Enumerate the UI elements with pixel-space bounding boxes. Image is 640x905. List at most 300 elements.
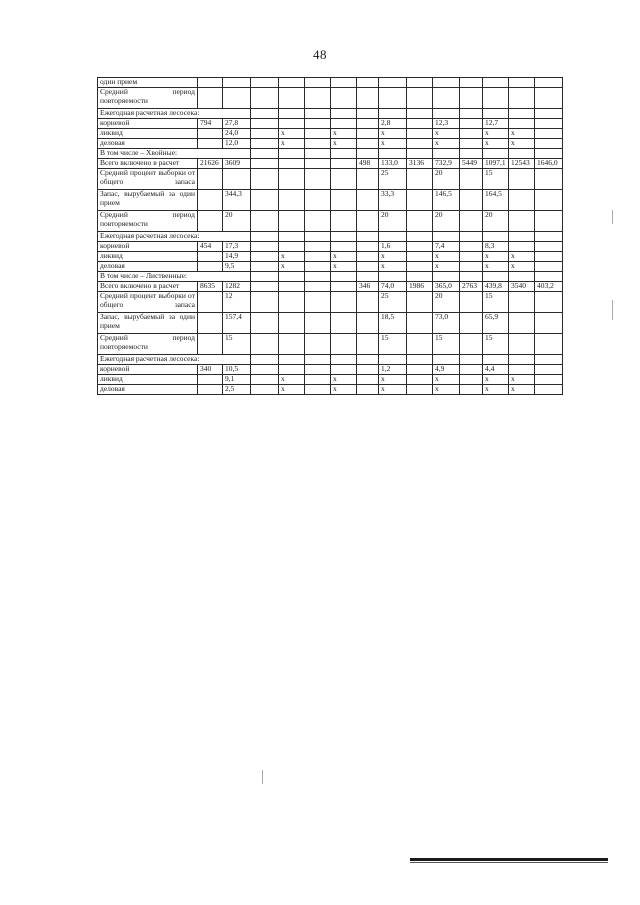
table-cell <box>305 190 331 211</box>
table-cell <box>331 242 357 252</box>
table-cell <box>407 252 433 262</box>
table-cell <box>305 139 331 149</box>
table-cell <box>279 149 305 159</box>
table-cell: 9,5 <box>223 262 251 272</box>
table-cell <box>460 242 483 252</box>
table-cell: x <box>483 262 509 272</box>
table-cell <box>357 139 379 149</box>
table-cell <box>305 78 331 88</box>
table-cell <box>379 109 407 119</box>
table-cell <box>535 365 563 375</box>
table-cell: 12 <box>223 292 251 313</box>
table-cell <box>460 355 483 365</box>
table-cell <box>407 88 433 109</box>
table-cell <box>433 355 460 365</box>
table-cell <box>535 232 563 242</box>
table-cell: 2,8 <box>379 119 407 129</box>
table-row <box>98 78 563 88</box>
table-cell <box>305 385 331 395</box>
table-cell <box>460 139 483 149</box>
table-cell <box>509 149 535 159</box>
table-cell: 8,3 <box>483 242 509 252</box>
table-cell: x <box>379 129 407 139</box>
table-cell <box>483 232 509 242</box>
table-cell <box>198 292 223 313</box>
table-cell <box>198 313 223 334</box>
table-cell <box>251 292 279 313</box>
table-cell: x <box>433 129 460 139</box>
table-cell <box>407 139 433 149</box>
table-cell <box>407 169 433 190</box>
table-cell <box>251 88 279 109</box>
table-cell <box>407 292 433 313</box>
table-cell: 340 <box>198 365 223 375</box>
row-label <box>98 159 198 169</box>
table-cell <box>331 282 357 292</box>
table-cell <box>460 334 483 355</box>
table-cell: 1,6 <box>379 242 407 252</box>
table-cell <box>251 365 279 375</box>
table-cell <box>279 232 305 242</box>
table-cell <box>460 252 483 262</box>
table-cell <box>357 129 379 139</box>
table-cell: 74,0 <box>379 282 407 292</box>
table-cell: x <box>279 375 305 385</box>
row-label <box>98 211 198 232</box>
table-cell <box>460 78 483 88</box>
table-row <box>98 159 563 169</box>
row-label-text: один прием <box>100 77 138 86</box>
table-row <box>98 292 563 313</box>
table-cell: 12,0 <box>223 139 251 149</box>
table-cell <box>357 190 379 211</box>
table-cell: 20 <box>379 211 407 232</box>
table-cell: x <box>331 129 357 139</box>
table-cell <box>357 272 379 282</box>
table-cell: 454 <box>198 242 223 252</box>
table-cell <box>251 262 279 272</box>
table-cell <box>251 78 279 88</box>
table-cell: 18,5 <box>379 313 407 334</box>
row-label <box>98 365 198 375</box>
row-label-text: Средний процент выборки от общего запаса <box>100 291 195 309</box>
row-label <box>98 119 198 129</box>
table-cell <box>509 313 535 334</box>
table-row <box>98 232 563 242</box>
table-cell <box>331 119 357 129</box>
table-cell: 1097,1 <box>483 159 509 169</box>
table-cell: 73,0 <box>433 313 460 334</box>
table-cell <box>305 109 331 119</box>
table-cell <box>535 375 563 385</box>
table-cell: 15 <box>483 334 509 355</box>
table-cell <box>305 159 331 169</box>
table-cell <box>305 119 331 129</box>
table-row <box>98 190 563 211</box>
row-label <box>98 385 198 395</box>
table-cell: 25 <box>379 169 407 190</box>
table-cell: x <box>433 385 460 395</box>
footer-rule-thin <box>410 862 608 863</box>
table-cell <box>331 169 357 190</box>
table-row <box>98 313 563 334</box>
table-cell: 15 <box>483 169 509 190</box>
table-cell <box>357 262 379 272</box>
table-cell <box>535 355 563 365</box>
table-row <box>98 88 563 109</box>
table-cell <box>407 262 433 272</box>
table-cell <box>279 211 305 232</box>
table-cell: 4,9 <box>433 365 460 375</box>
table-cell: x <box>331 262 357 272</box>
table-cell: x <box>509 139 535 149</box>
table-cell <box>535 252 563 262</box>
table-cell: x <box>509 129 535 139</box>
table-cell: 133,0 <box>379 159 407 169</box>
table-cell <box>331 109 357 119</box>
table-cell <box>357 355 379 365</box>
table-cell: 20 <box>433 211 460 232</box>
table-cell: 157,4 <box>223 313 251 334</box>
table-cell <box>460 109 483 119</box>
table-cell <box>251 272 279 282</box>
table-cell: 15 <box>223 334 251 355</box>
table-cell <box>251 252 279 262</box>
table-cell: x <box>379 385 407 395</box>
table-cell <box>198 129 223 139</box>
table-row <box>98 282 563 292</box>
table-cell: x <box>279 139 305 149</box>
table-cell: 8635 <box>198 282 223 292</box>
table-cell: 65,9 <box>483 313 509 334</box>
section-heading <box>98 149 251 159</box>
table-cell <box>198 190 223 211</box>
table-cell <box>433 232 460 242</box>
table-cell <box>331 190 357 211</box>
table-cell: x <box>279 262 305 272</box>
table-cell <box>251 282 279 292</box>
table-cell: x <box>433 252 460 262</box>
row-label-text: Запас, вырубаемый за один прием <box>100 312 195 330</box>
table-cell <box>279 119 305 129</box>
table-cell <box>535 78 563 88</box>
table-cell: 1282 <box>223 282 251 292</box>
table-row <box>98 262 563 272</box>
table-cell <box>509 272 535 282</box>
table-cell <box>535 139 563 149</box>
row-label-text: ликвид <box>100 374 123 383</box>
table-cell <box>251 242 279 252</box>
table-cell <box>331 355 357 365</box>
table-cell: 5449 <box>460 159 483 169</box>
table-row <box>98 149 563 159</box>
section-heading <box>98 355 251 365</box>
table-cell <box>279 109 305 119</box>
table-cell <box>279 272 305 282</box>
table-cell <box>407 385 433 395</box>
table-cell <box>407 129 433 139</box>
row-label-text: ликвид <box>100 128 123 137</box>
table-cell <box>535 109 563 119</box>
section-heading-text: Ежегодная расчетная лесосека: <box>100 354 200 363</box>
table-cell <box>535 292 563 313</box>
table-cell <box>407 211 433 232</box>
table-cell <box>251 109 279 119</box>
table-cell <box>379 88 407 109</box>
table-cell <box>331 272 357 282</box>
table-cell <box>379 78 407 88</box>
table-cell: 2763 <box>460 282 483 292</box>
table-cell: x <box>483 375 509 385</box>
table-cell <box>483 355 509 365</box>
table-cell: 498 <box>357 159 379 169</box>
table-row <box>98 119 563 129</box>
table-cell <box>357 119 379 129</box>
table-cell <box>279 159 305 169</box>
table-cell <box>357 292 379 313</box>
table-cell <box>357 232 379 242</box>
table-cell <box>535 385 563 395</box>
table-cell <box>331 365 357 375</box>
table-cell: 27,8 <box>223 119 251 129</box>
table-cell <box>460 375 483 385</box>
table-cell <box>223 78 251 88</box>
table-cell <box>305 313 331 334</box>
forest-allowance-table <box>97 77 563 395</box>
row-label-text: Средний процент выборки от общего запаса <box>100 168 195 186</box>
table-cell <box>251 169 279 190</box>
table-cell <box>460 232 483 242</box>
table-cell: 403,2 <box>535 282 563 292</box>
table-cell <box>279 292 305 313</box>
table-cell <box>279 334 305 355</box>
table-cell: 4,4 <box>483 365 509 375</box>
row-label-text: Средний период повторяемости <box>100 87 195 105</box>
table-cell: 732,9 <box>433 159 460 169</box>
table-cell <box>251 313 279 334</box>
table-cell <box>407 119 433 129</box>
table-cell <box>535 169 563 190</box>
table-cell: x <box>379 375 407 385</box>
table-row <box>98 385 563 395</box>
table-cell <box>407 78 433 88</box>
table-cell <box>223 169 251 190</box>
table-cell <box>251 149 279 159</box>
table-cell <box>357 109 379 119</box>
table-row <box>98 211 563 232</box>
table-cell <box>305 149 331 159</box>
table-cell <box>331 149 357 159</box>
table-cell <box>198 252 223 262</box>
table-cell <box>198 211 223 232</box>
table-cell <box>279 190 305 211</box>
table-cell <box>331 211 357 232</box>
table-cell <box>223 88 251 109</box>
table-cell <box>379 149 407 159</box>
table-cell <box>251 232 279 242</box>
row-label <box>98 292 198 313</box>
table-cell <box>198 334 223 355</box>
table-cell: 3540 <box>509 282 535 292</box>
row-label-text: корневой <box>100 118 130 127</box>
table-cell <box>379 272 407 282</box>
table-cell <box>460 313 483 334</box>
row-label-text: Всего включено в расчет <box>100 158 180 167</box>
table-cell <box>460 129 483 139</box>
table-cell <box>535 272 563 282</box>
table-cell <box>305 88 331 109</box>
table-cell: 15 <box>379 334 407 355</box>
table-cell <box>460 272 483 282</box>
table-row <box>98 334 563 355</box>
section-heading-text: Ежегодная расчетная лесосека: <box>100 231 200 240</box>
row-label <box>98 313 198 334</box>
table-cell <box>509 211 535 232</box>
table-cell <box>305 169 331 190</box>
table-cell <box>433 109 460 119</box>
row-label <box>98 334 198 355</box>
table-cell: 1646,0 <box>535 159 563 169</box>
row-label-text: корневой <box>100 241 130 250</box>
table-cell <box>509 78 535 88</box>
table-cell <box>433 78 460 88</box>
table-cell <box>357 375 379 385</box>
table-cell <box>279 78 305 88</box>
table-cell: x <box>331 375 357 385</box>
table-cell <box>509 88 535 109</box>
table-cell <box>535 313 563 334</box>
section-heading-text: Ежегодная расчетная лесосека: <box>100 108 200 117</box>
row-label <box>98 169 198 190</box>
row-label <box>98 282 198 292</box>
table-cell <box>305 292 331 313</box>
table-cell <box>407 190 433 211</box>
table-cell: 3609 <box>223 159 251 169</box>
row-label-text: корневой <box>100 364 130 373</box>
table-cell <box>305 272 331 282</box>
row-label-text: ликвид <box>100 251 123 260</box>
row-label-text: Средний период повторяемости <box>100 210 195 228</box>
table-cell <box>357 78 379 88</box>
table-cell <box>407 334 433 355</box>
table-cell: 1,2 <box>379 365 407 375</box>
table-cell: x <box>509 262 535 272</box>
section-heading-text: В том числе – Лиственные: <box>100 271 187 280</box>
table-cell: 146,5 <box>433 190 460 211</box>
table-cell <box>331 313 357 334</box>
table-cell: x <box>379 252 407 262</box>
table-cell <box>251 334 279 355</box>
table-cell: 12,3 <box>433 119 460 129</box>
table-cell <box>198 262 223 272</box>
row-label-text: Запас, вырубаемый за один прием <box>100 189 195 207</box>
table-cell: 20 <box>433 292 460 313</box>
table-cell: x <box>379 139 407 149</box>
table-cell <box>509 109 535 119</box>
table-cell <box>460 292 483 313</box>
table-cell <box>305 375 331 385</box>
table-cell <box>279 282 305 292</box>
footer-rule <box>410 858 608 861</box>
table-cell <box>251 139 279 149</box>
row-label-text: деловая <box>100 138 125 147</box>
row-label-text: деловая <box>100 261 125 270</box>
table-cell: 20 <box>433 169 460 190</box>
table-cell <box>535 119 563 129</box>
table-cell: 2,5 <box>223 385 251 395</box>
table-cell <box>407 109 433 119</box>
table-row <box>98 365 563 375</box>
table-cell <box>357 88 379 109</box>
scan-mark <box>262 770 263 784</box>
table-cell <box>509 190 535 211</box>
table-cell <box>331 334 357 355</box>
table-cell <box>460 385 483 395</box>
table-cell <box>279 365 305 375</box>
table-cell <box>251 159 279 169</box>
scan-mark <box>612 300 613 320</box>
table-cell <box>407 272 433 282</box>
table-cell <box>460 88 483 109</box>
table-cell <box>535 242 563 252</box>
table-cell <box>305 334 331 355</box>
table-cell: x <box>483 252 509 262</box>
table-body <box>98 78 563 395</box>
table-cell <box>509 334 535 355</box>
table-cell <box>331 159 357 169</box>
table-cell <box>460 149 483 159</box>
table-cell: 1986 <box>407 282 433 292</box>
table-cell: 439,8 <box>483 282 509 292</box>
table-cell <box>305 365 331 375</box>
table-cell <box>433 149 460 159</box>
table-cell <box>357 149 379 159</box>
table-cell: 344,3 <box>223 190 251 211</box>
table-row <box>98 139 563 149</box>
table-cell: 20 <box>223 211 251 232</box>
table-cell: 12543 <box>509 159 535 169</box>
table-cell <box>460 211 483 232</box>
table-cell: 20 <box>483 211 509 232</box>
section-heading <box>98 109 251 119</box>
table-cell: x <box>433 139 460 149</box>
table-cell <box>305 252 331 262</box>
table-cell <box>535 149 563 159</box>
table-cell <box>407 375 433 385</box>
row-label <box>98 129 198 139</box>
table-cell <box>407 355 433 365</box>
table-cell <box>535 129 563 139</box>
table-cell: x <box>433 375 460 385</box>
table-cell <box>251 129 279 139</box>
table-cell: x <box>483 139 509 149</box>
table-cell <box>407 242 433 252</box>
table-cell <box>460 262 483 272</box>
table-cell <box>357 169 379 190</box>
table-cell <box>305 282 331 292</box>
table-cell <box>535 88 563 109</box>
scan-mark <box>612 210 613 224</box>
table-cell <box>279 313 305 334</box>
table-row <box>98 375 563 385</box>
table-cell: x <box>483 129 509 139</box>
table-cell <box>198 78 223 88</box>
table-cell <box>535 262 563 272</box>
table-cell <box>483 272 509 282</box>
table-cell <box>198 385 223 395</box>
table-cell <box>251 375 279 385</box>
table-cell: x <box>331 385 357 395</box>
